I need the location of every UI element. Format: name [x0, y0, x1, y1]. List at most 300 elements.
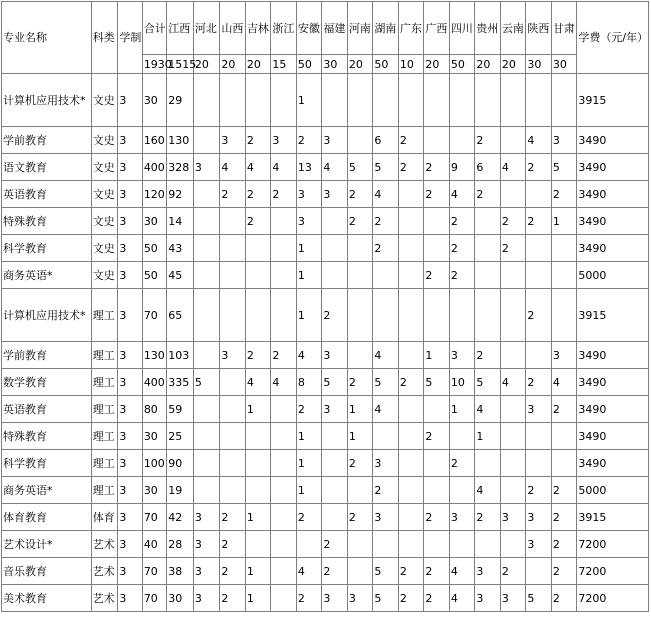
category-cell: 文史	[91, 235, 118, 262]
quota-cell	[373, 423, 399, 450]
quota-cell: 2	[500, 235, 526, 262]
quota-cell	[271, 450, 297, 477]
fee-cell: 5000	[577, 262, 649, 289]
quota-cell: 3	[220, 127, 246, 154]
quota-cell	[271, 585, 297, 612]
fee-cell: 3490	[577, 450, 649, 477]
total-cell: 20	[245, 55, 271, 74]
quota-cell: 2	[551, 585, 577, 612]
quota-cell	[500, 342, 526, 369]
quota-cell	[193, 208, 220, 235]
quota-cell: 5	[373, 585, 399, 612]
quota-cell: 3	[193, 558, 220, 585]
quota-cell: 4	[449, 181, 475, 208]
fee-cell: 3490	[577, 127, 649, 154]
fee-cell: 3490	[577, 208, 649, 235]
quota-cell	[271, 531, 297, 558]
category-cell: 艺术	[91, 558, 118, 585]
category-cell: 理工	[91, 450, 118, 477]
quota-cell: 5	[373, 558, 399, 585]
header-category: 科类	[91, 2, 118, 74]
quota-cell	[322, 74, 348, 127]
quota-cell: 3	[500, 504, 526, 531]
quota-cell	[245, 477, 271, 504]
quota-cell: 1	[296, 289, 322, 342]
quota-cell: 2	[296, 585, 322, 612]
duration-cell: 3	[118, 181, 142, 208]
quota-cell	[373, 289, 399, 342]
quota-cell	[551, 423, 577, 450]
quota-cell: 3	[551, 342, 577, 369]
total-cell: 1930	[142, 55, 166, 74]
quota-cell	[475, 289, 501, 342]
quota-cell	[220, 396, 246, 423]
major-cell: 科学教育	[2, 450, 92, 477]
quota-cell: 1	[424, 342, 450, 369]
quota-cell	[193, 235, 220, 262]
table-row	[2, 396, 649, 423]
total-cell: 20	[347, 55, 373, 74]
header-guangxi: 广西	[424, 2, 450, 55]
quota-cell: 4	[449, 585, 475, 612]
header-jilin: 吉林	[245, 2, 271, 55]
quota-cell	[347, 127, 373, 154]
quota-cell	[322, 477, 348, 504]
quota-cell	[526, 181, 552, 208]
quota-cell	[551, 289, 577, 342]
quota-cell	[347, 262, 373, 289]
quota-cell: 3	[296, 208, 322, 235]
category-cell: 文史	[91, 127, 118, 154]
quota-cell: 2	[551, 504, 577, 531]
quota-cell	[449, 74, 475, 127]
quota-cell: 3	[526, 504, 552, 531]
quota-cell: 1	[296, 477, 322, 504]
quota-cell	[449, 127, 475, 154]
quota-cell: 10	[449, 369, 475, 396]
quota-cell: 2	[322, 289, 348, 342]
quota-cell	[398, 235, 424, 262]
major-cell: 计算机应用技术*	[2, 74, 92, 127]
quota-cell	[449, 423, 475, 450]
fee-cell: 3490	[577, 154, 649, 181]
total-cell: 50	[296, 55, 322, 74]
quota-cell	[347, 74, 373, 127]
category-cell: 艺术	[91, 585, 118, 612]
table-row	[2, 154, 649, 181]
quota-cell: 5	[193, 369, 220, 396]
quota-cell	[220, 289, 246, 342]
duration-cell: 3	[118, 531, 142, 558]
major-cell: 计算机应用技术*	[2, 289, 92, 342]
quota-cell	[475, 208, 501, 235]
quota-cell: 400	[142, 369, 166, 396]
quota-cell: 2	[526, 369, 552, 396]
total-cell: 50	[449, 55, 475, 74]
category-cell: 艺术	[91, 531, 118, 558]
quota-cell	[296, 531, 322, 558]
quota-cell	[193, 127, 220, 154]
quota-cell: 50	[142, 235, 166, 262]
fee-cell: 3490	[577, 396, 649, 423]
quota-cell	[373, 531, 399, 558]
quota-cell: 2	[373, 477, 399, 504]
quota-cell: 4	[271, 154, 297, 181]
duration-cell: 3	[118, 558, 142, 585]
quota-cell: 2	[449, 450, 475, 477]
quota-cell: 4	[373, 396, 399, 423]
total-cell: 20	[220, 55, 246, 74]
quota-cell: 42	[167, 504, 194, 531]
quota-cell: 4	[271, 369, 297, 396]
quota-cell: 328	[167, 154, 194, 181]
quota-cell	[322, 235, 348, 262]
quota-cell: 2	[424, 262, 450, 289]
quota-cell: 120	[142, 181, 166, 208]
table-row	[2, 235, 649, 262]
quota-cell: 3	[322, 127, 348, 154]
header-zhejiang: 浙江	[271, 2, 297, 55]
quota-cell: 14	[167, 208, 194, 235]
quota-cell	[449, 477, 475, 504]
quota-cell	[424, 235, 450, 262]
quota-cell: 30	[142, 423, 166, 450]
major-cell: 数学教育	[2, 369, 92, 396]
quota-cell: 2	[271, 342, 297, 369]
header-gansu: 甘肃	[551, 2, 577, 55]
quota-cell: 13	[296, 154, 322, 181]
quota-cell	[347, 558, 373, 585]
quota-cell	[398, 423, 424, 450]
category-cell: 理工	[91, 289, 118, 342]
quota-cell: 4	[551, 369, 577, 396]
quota-cell	[398, 504, 424, 531]
quota-cell	[271, 477, 297, 504]
quota-cell: 4	[296, 558, 322, 585]
quota-cell: 400	[142, 154, 166, 181]
quota-cell	[475, 531, 501, 558]
quota-cell: 3	[322, 181, 348, 208]
quota-cell	[398, 74, 424, 127]
quota-cell	[449, 531, 475, 558]
quota-cell	[322, 423, 348, 450]
header-guangdong: 广东	[398, 2, 424, 55]
quota-cell: 4	[373, 342, 399, 369]
quota-cell: 2	[220, 504, 246, 531]
quota-cell: 2	[373, 208, 399, 235]
quota-cell	[245, 450, 271, 477]
quota-cell: 4	[449, 558, 475, 585]
duration-cell: 3	[118, 262, 142, 289]
quota-cell	[271, 262, 297, 289]
quota-cell	[193, 181, 220, 208]
quota-cell: 3	[193, 504, 220, 531]
quota-cell: 4	[500, 154, 526, 181]
quota-cell: 2	[449, 235, 475, 262]
header-hebei: 河北	[193, 2, 220, 55]
quota-cell: 43	[167, 235, 194, 262]
quota-cell	[271, 208, 297, 235]
quota-cell	[449, 289, 475, 342]
quota-cell: 2	[296, 396, 322, 423]
quota-cell: 4	[475, 477, 501, 504]
quota-cell: 2	[475, 342, 501, 369]
quota-cell: 5	[373, 154, 399, 181]
header-anhui: 安徽	[296, 2, 322, 55]
quota-cell: 29	[167, 74, 194, 127]
quota-cell	[500, 127, 526, 154]
major-cell: 特殊教育	[2, 423, 92, 450]
category-cell: 文史	[91, 208, 118, 235]
quota-cell: 2	[373, 235, 399, 262]
quota-cell: 9	[449, 154, 475, 181]
header-total: 合计	[142, 2, 166, 55]
category-cell: 体育	[91, 504, 118, 531]
fee-cell: 5000	[577, 477, 649, 504]
header-guizhou: 贵州	[475, 2, 501, 55]
quota-cell	[398, 477, 424, 504]
quota-cell: 4	[322, 154, 348, 181]
quota-cell	[271, 423, 297, 450]
quota-cell	[245, 531, 271, 558]
quota-cell: 4	[245, 154, 271, 181]
quota-cell: 59	[167, 396, 194, 423]
total-cell: 20	[424, 55, 450, 74]
quota-cell: 4	[220, 154, 246, 181]
duration-cell: 3	[118, 208, 142, 235]
table-row	[2, 423, 649, 450]
quota-cell: 2	[526, 289, 552, 342]
table-row	[2, 585, 649, 612]
quota-cell	[398, 181, 424, 208]
quota-cell: 3	[373, 504, 399, 531]
quota-cell	[220, 369, 246, 396]
quota-cell	[193, 477, 220, 504]
major-cell: 英语教育	[2, 181, 92, 208]
quota-cell	[220, 423, 246, 450]
quota-cell: 6	[373, 127, 399, 154]
quota-cell	[424, 450, 450, 477]
category-cell: 文史	[91, 181, 118, 208]
quota-cell	[551, 235, 577, 262]
quota-cell	[193, 450, 220, 477]
quota-cell: 25	[167, 423, 194, 450]
quota-cell	[271, 504, 297, 531]
quota-cell: 2	[347, 450, 373, 477]
quota-cell	[398, 396, 424, 423]
header-fee: 学费（元/年）	[577, 2, 649, 74]
total-cell: 10	[398, 55, 424, 74]
header-jiangxi: 江西	[167, 2, 194, 55]
quota-cell: 3	[526, 531, 552, 558]
category-cell: 理工	[91, 369, 118, 396]
duration-cell: 3	[118, 477, 142, 504]
fee-cell: 7200	[577, 558, 649, 585]
duration-cell: 3	[118, 74, 142, 127]
duration-cell: 3	[118, 396, 142, 423]
quota-cell: 2	[449, 208, 475, 235]
quota-cell	[475, 450, 501, 477]
quota-cell: 2	[220, 531, 246, 558]
enrollment-plan-table	[1, 1, 649, 612]
major-cell: 学前教育	[2, 127, 92, 154]
quota-cell: 5	[373, 369, 399, 396]
quota-cell	[398, 450, 424, 477]
table-row	[2, 262, 649, 289]
quota-cell	[193, 262, 220, 289]
quota-cell	[398, 208, 424, 235]
major-cell: 英语教育	[2, 396, 92, 423]
quota-cell: 2	[500, 208, 526, 235]
quota-cell: 38	[167, 558, 194, 585]
total-cell: 30	[551, 55, 577, 74]
quota-cell	[220, 235, 246, 262]
quota-cell: 5	[322, 369, 348, 396]
total-cell: 15	[271, 55, 297, 74]
header-shanxi: 山西	[220, 2, 246, 55]
quota-cell	[500, 396, 526, 423]
category-cell: 理工	[91, 423, 118, 450]
table-row	[2, 208, 649, 235]
quota-cell: 2	[424, 504, 450, 531]
quota-cell: 2	[449, 262, 475, 289]
table-row	[2, 369, 649, 396]
quota-cell: 80	[142, 396, 166, 423]
quota-cell	[475, 262, 501, 289]
quota-cell: 160	[142, 127, 166, 154]
duration-cell: 3	[118, 450, 142, 477]
total-cell: 1515	[167, 55, 194, 74]
quota-cell: 30	[167, 585, 194, 612]
fee-cell: 3490	[577, 423, 649, 450]
quota-cell: 2	[398, 154, 424, 181]
quota-cell: 2	[271, 181, 297, 208]
quota-cell: 5	[475, 369, 501, 396]
quota-cell	[500, 289, 526, 342]
quota-cell	[245, 423, 271, 450]
duration-cell: 3	[118, 423, 142, 450]
quota-cell: 8	[296, 369, 322, 396]
quota-cell: 3	[193, 531, 220, 558]
quota-cell	[220, 262, 246, 289]
quota-cell: 70	[142, 504, 166, 531]
quota-cell: 1	[296, 74, 322, 127]
duration-cell: 3	[118, 154, 142, 181]
quota-cell: 5	[526, 585, 552, 612]
duration-cell: 3	[118, 127, 142, 154]
duration-cell: 3	[118, 504, 142, 531]
quota-cell: 40	[142, 531, 166, 558]
quota-cell: 2	[526, 208, 552, 235]
table-row	[2, 504, 649, 531]
quota-cell	[526, 235, 552, 262]
quota-cell: 70	[142, 558, 166, 585]
quota-cell: 28	[167, 531, 194, 558]
quota-cell: 2	[347, 208, 373, 235]
quota-cell: 3	[322, 585, 348, 612]
table-row	[2, 289, 649, 342]
quota-cell: 3	[347, 585, 373, 612]
quota-cell	[193, 289, 220, 342]
quota-cell: 130	[142, 342, 166, 369]
quota-cell: 1	[296, 423, 322, 450]
quota-cell: 2	[347, 504, 373, 531]
quota-cell	[475, 74, 501, 127]
quota-cell	[398, 531, 424, 558]
quota-cell: 1	[347, 423, 373, 450]
quota-cell	[373, 74, 399, 127]
quota-cell	[424, 289, 450, 342]
major-cell: 语文教育	[2, 154, 92, 181]
quota-cell	[347, 235, 373, 262]
quota-cell	[551, 74, 577, 127]
quota-cell	[193, 396, 220, 423]
duration-cell: 3	[118, 585, 142, 612]
quota-cell: 2	[398, 585, 424, 612]
quota-cell	[500, 450, 526, 477]
fee-cell: 3915	[577, 74, 649, 127]
quota-cell	[245, 289, 271, 342]
table-row	[2, 181, 649, 208]
quota-cell: 3	[475, 585, 501, 612]
quota-cell	[398, 262, 424, 289]
quota-cell	[500, 531, 526, 558]
quota-cell: 2	[500, 558, 526, 585]
quota-cell: 2	[398, 369, 424, 396]
quota-cell: 2	[424, 558, 450, 585]
quota-cell	[500, 262, 526, 289]
quota-cell: 2	[322, 558, 348, 585]
quota-cell	[424, 127, 450, 154]
quota-cell: 65	[167, 289, 194, 342]
quota-cell	[322, 208, 348, 235]
quota-cell: 2	[475, 504, 501, 531]
total-cell: 20	[475, 55, 501, 74]
quota-cell: 2	[475, 127, 501, 154]
quota-cell: 100	[142, 450, 166, 477]
quota-cell: 2	[398, 127, 424, 154]
duration-cell: 3	[118, 342, 142, 369]
header-row	[2, 2, 649, 55]
quota-cell: 3	[373, 450, 399, 477]
quota-cell: 2	[551, 558, 577, 585]
quota-cell: 3	[449, 342, 475, 369]
quota-cell	[500, 181, 526, 208]
quota-cell: 2	[220, 181, 246, 208]
total-cell: 50	[373, 55, 399, 74]
table-row	[2, 127, 649, 154]
category-cell: 理工	[91, 477, 118, 504]
fee-cell: 3915	[577, 504, 649, 531]
quota-cell: 5	[551, 154, 577, 181]
quota-cell: 92	[167, 181, 194, 208]
quota-cell: 3	[500, 585, 526, 612]
quota-cell	[500, 74, 526, 127]
quota-cell: 2	[347, 369, 373, 396]
quota-cell	[347, 531, 373, 558]
header-shaanxi: 陕西	[526, 2, 552, 55]
quota-cell: 2	[296, 504, 322, 531]
quota-cell: 4	[245, 369, 271, 396]
quota-cell: 2	[475, 181, 501, 208]
quota-cell: 3	[220, 342, 246, 369]
quota-cell: 2	[296, 127, 322, 154]
quota-cell	[424, 208, 450, 235]
quota-cell: 2	[220, 585, 246, 612]
quota-cell: 4	[500, 369, 526, 396]
quota-cell	[245, 235, 271, 262]
header-henan: 河南	[347, 2, 373, 55]
